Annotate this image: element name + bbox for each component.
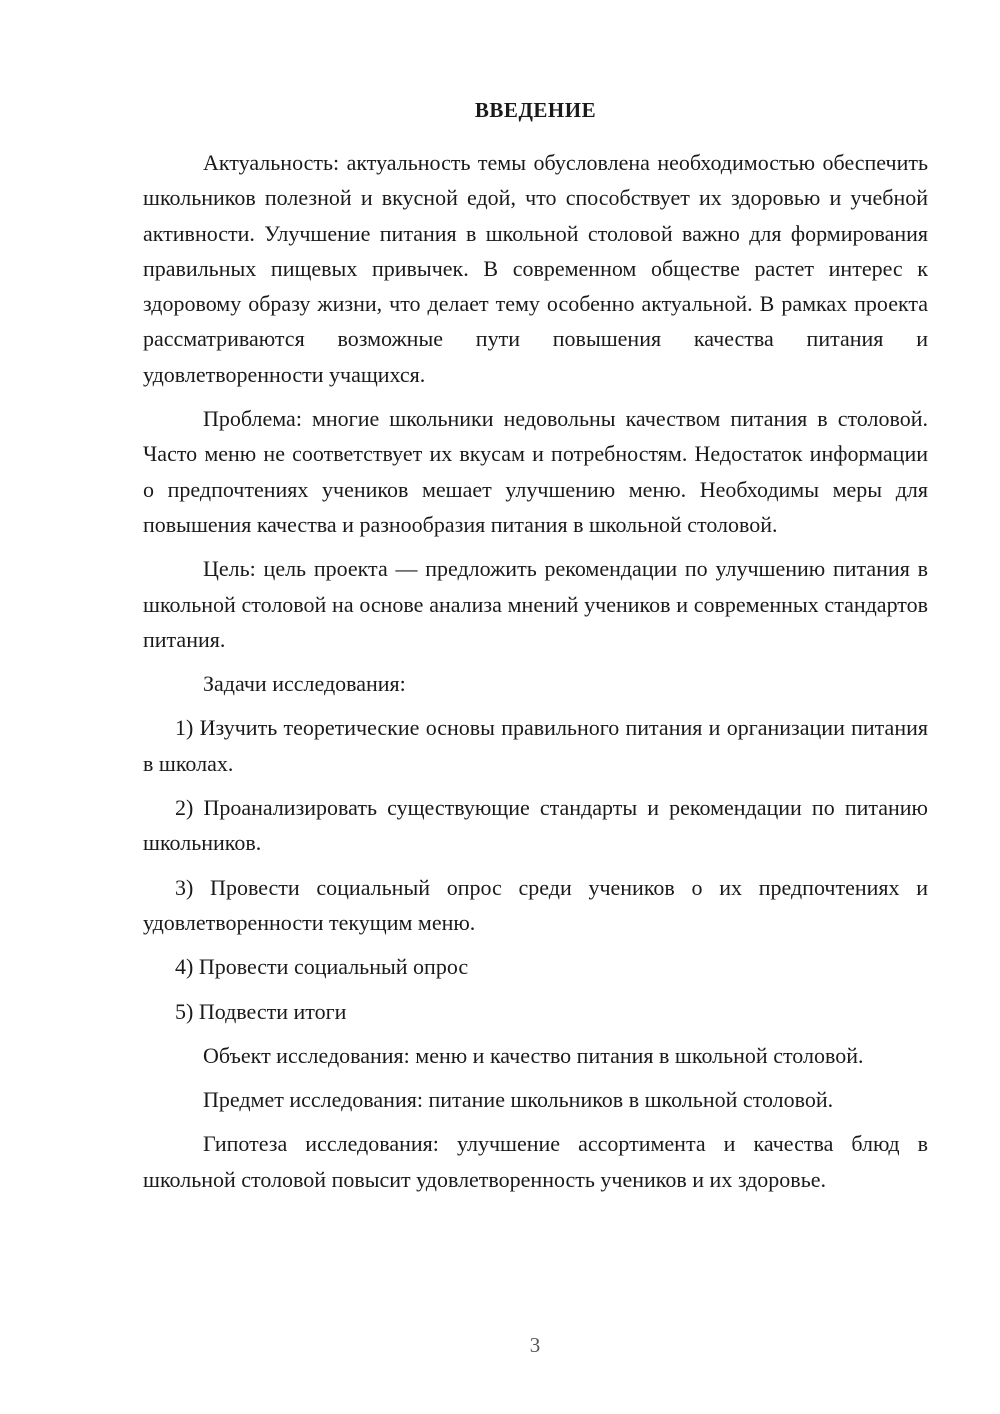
task-item-2: 2) Проанализировать существующие стандарты и рекомендации по питанию школьников.: [143, 795, 928, 856]
hypothesis-paragraph: Гипотеза исследования: улучшение ассортимента и качества блюд в школьной столовой повысит удовлетворенность учеников и их здоровье.: [143, 1131, 928, 1192]
subject-paragraph: Предмет исследования: питание школьников в школьной столовой.: [203, 1087, 834, 1113]
task-item-3: 3) Провести социальный опрос среди учеников о их предпочтениях и удовлетворенности текущим меню.: [143, 874, 928, 935]
object-paragraph: Объект исследования: меню и качество питания в школьной столовой.: [203, 1042, 864, 1068]
tasks-heading: Задачи исследования:: [203, 671, 406, 697]
problem-paragraph: Проблема: многие школьники недовольны качеством питания в столовой. Часто меню не соответствует их вкусам и потребностям. Недостаток информации о предпочтениях учеников мешает улучшению меню. Необходимы меры для повышения качества и разнообразия питания в школьной столовой.: [143, 406, 928, 537]
task-item-4: 4) Провести социальный опрос: [175, 954, 469, 980]
page-number: 3: [529, 1333, 541, 1357]
task-item-5: 5) Подвести итоги: [175, 998, 347, 1024]
document-page: [143, 95, 928, 1206]
relevance-paragraph: Актуальность: актуальность темы обусловлена необходимостью обеспечить школьников полезной и вкусной едой, что способствует их здоровью и учебной активности. Улучшение питания в школьной столовой важно для формирования правильных пищевых привычек. В современном обществе растет интерес к здоровому образу жизни, что делает тему особенно актуальной. В рамках проекта рассматриваются возможные пути повышения качества питания и удовлетворенности учащихся.: [143, 150, 928, 387]
task-item-1: 1) Изучить теоретические основы правильного питания и организации питания в школах.: [143, 715, 928, 776]
section-title: ВВЕДЕНИЕ: [474, 98, 597, 122]
goal-paragraph: Цель: цель проекта — предложить рекомендации по улучшению питания в школьной столовой на основе анализа мнений учеников и современных стандартов питания.: [143, 556, 928, 652]
